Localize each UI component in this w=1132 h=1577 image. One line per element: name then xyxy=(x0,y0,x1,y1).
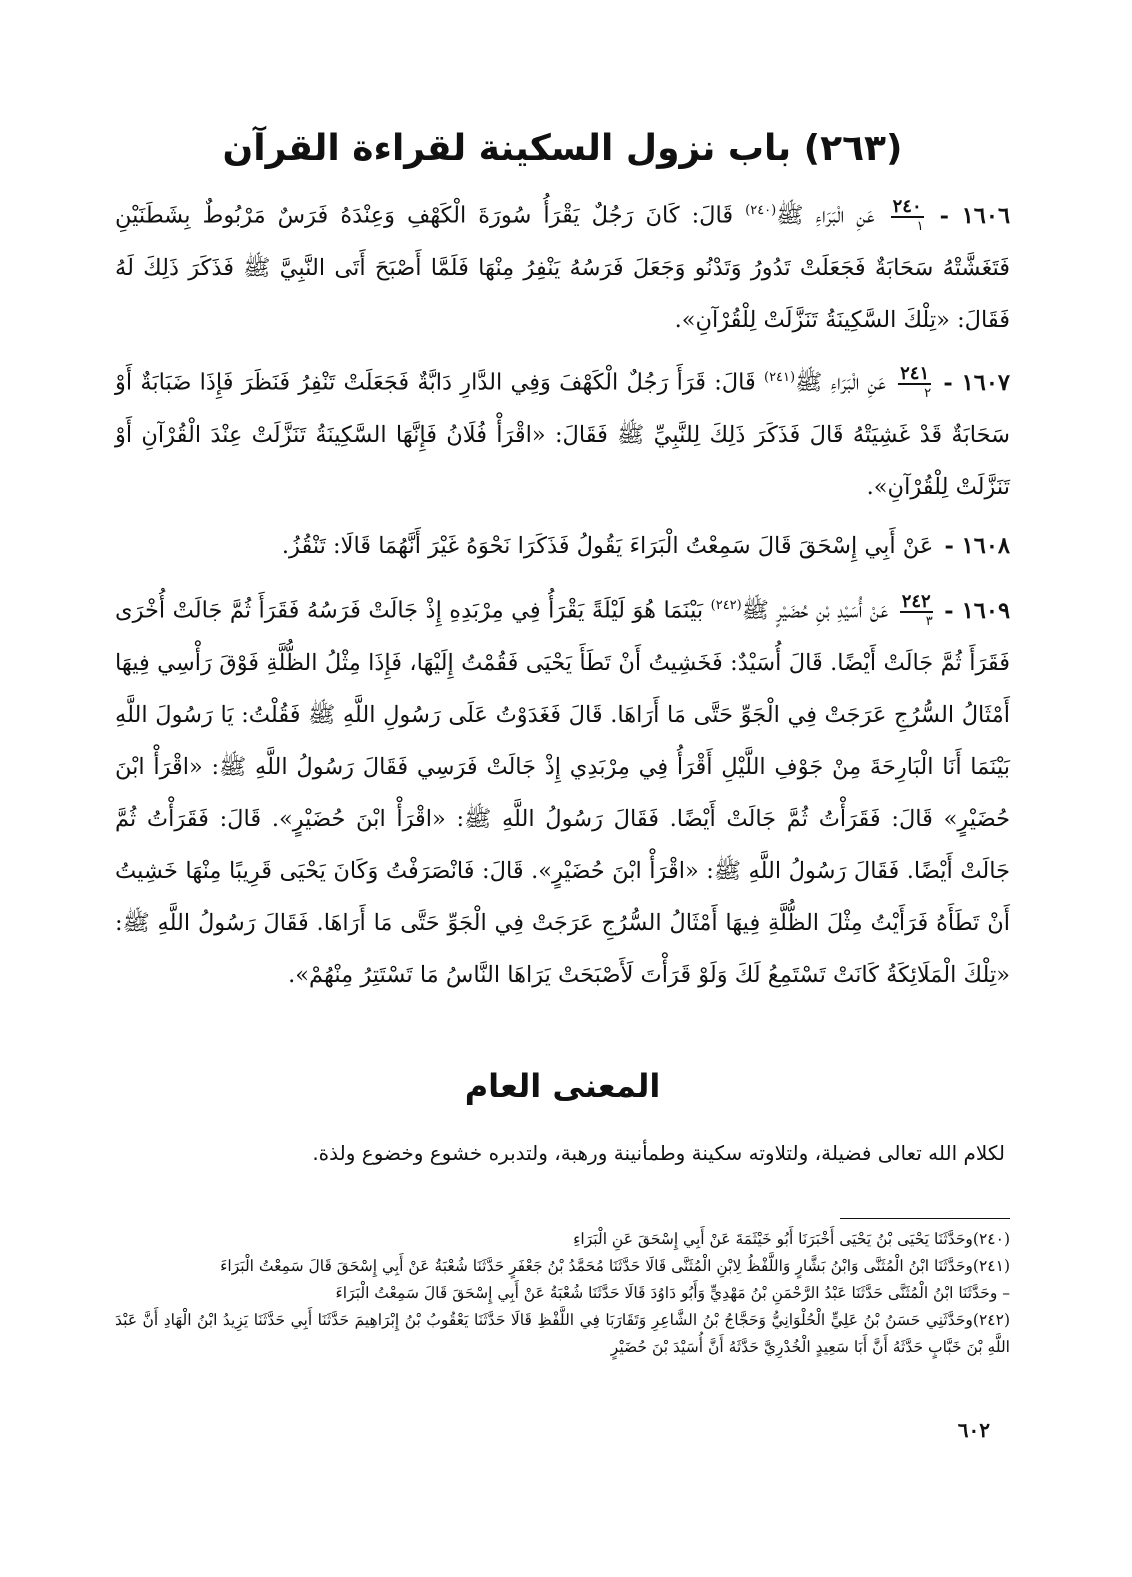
book-page xyxy=(115,0,1010,1577)
chain-number-top: ٢٤١ xyxy=(900,362,930,384)
footnote-reference: (٢٤٠) xyxy=(745,203,777,218)
footnote-241-variant: – وحَدَّثَنَا ابْنُ الْمُثَنَّى حَدَّثَنَا عَبْدُ الرَّحْمَنِ بْنُ مَهْدِيٍّ وَأَبُو دَاوُدَ قَالَا حَدَّثَنَا شُعْبَةُ عَنْ أَبِي إِسْحَقَ قَالَ سَمِعْتُ الْبَرَاءَ xyxy=(335,1284,1010,1302)
footnote-242: (٢٤٢)وحَدَّثَنِي حَسَنُ بْنُ عَلِيٍّ الْحُلْوَانِيُّ وَحَجَّاجُ بْنُ الشَّاعِرِ وَتَقَارَبَا فِي اللَّفْظِ قَالَا حَدَّثَنَا يَعْقُوبُ بْنُ إِبْرَاهِيمَ حَدَّثَنَا أَبِي حَدَّثَنَا يَزِيدُ ابْنُ الْهَادِ أَنَّ عَبْدَ اللَّهِ بْنَ خَبَّابٍ حَدَّثَهُ أَنَّ أَبَا سَعِيدٍ الْخُدْرِيَّ حَدَّثَهُ أَنَّ أُسَيْدَ بْنَ حُضَيْرٍ xyxy=(115,1311,1010,1356)
hadith-number: ١٦٠٨ - xyxy=(944,533,1010,559)
footnote-241: (٢٤١)وحَدَّثَنَا ابْنُ الْمُثَنَّى وَابْنُ بَشَّارٍ وَاللَّفْظُ لِابْنِ الْمُثَنَّى قَالَا حَدَّثَنَا مُحَمَّدُ بْنُ جَعْفَرٍ حَدَّثَنَا شُعْبَةُ عَنْ أَبِي إِسْحَقَ قَالَ سَمِعْتُ الْبَرَاءَ xyxy=(220,1257,1010,1275)
hadith-1608 xyxy=(115,520,1010,572)
footnote-reference: (٢٤٢) xyxy=(710,598,742,613)
chapter-title: (٢٦٣) باب نزول السكينة لقراءة القرآن xyxy=(222,128,903,170)
footnotes xyxy=(115,1226,1010,1361)
narrator: عَنْ أُسَيْدِ بْنِ حُضَيْرٍ ﷺ xyxy=(741,597,889,624)
hadith-1607 xyxy=(115,352,1010,513)
hadith-1606 xyxy=(115,185,1010,346)
chain-number-bottom: ٢ xyxy=(924,385,932,401)
hadith-number: ١٦٠٦ - xyxy=(939,202,1011,229)
chain-number-top: ٢٤٢ xyxy=(901,590,931,612)
chain-number xyxy=(898,362,932,403)
section-title: المعنى العام xyxy=(464,1067,661,1105)
chain-number-bottom: ٣ xyxy=(925,613,933,629)
footnote-240: (٢٤٠)وحَدَّثَنَا يَحْيَى بْنُ يَحْيَى أَخْبَرَنَا أَبُو خَيْثَمَةَ عَنْ أَبِي إِسْحَقَ عَنِ الْبَرَاءِ xyxy=(573,1230,1010,1248)
narrator: عَنِ الْبَرَاءِ ﷺ xyxy=(776,202,875,229)
hadith-number: ١٦٠٩ - xyxy=(944,597,1011,624)
chain-number-top: ٢٤٠ xyxy=(892,195,922,217)
footnote-reference: (٢٤١) xyxy=(764,370,796,385)
hadith-text: قَالَ: قَرَأَ رَجُلٌ الْكَهْفَ وَفِي الدَّارِ دَابَّةٌ فَجَعَلَتْ تَنْفِرُ فَنَظَرَ فَإِذَا ضَبَابَةٌ أَوْ سَحَابَةٌ قَدْ غَشِيَتْهُ قَالَ فَذَكَرَ ذَلِكَ لِلنَّبِيِّ ﷺ فَقَالَ: «اقْرَأْ فُلَانُ فَإِنَّهَا السَّكِينَةُ تَنَزَّلَتْ عِنْدَ الْقُرْآنِ أَوْ تَنَزَّلَتْ لِلْقُرْآنِ». xyxy=(115,369,1010,500)
narrator: عَنِ الْبَرَاءِ ﷺ xyxy=(795,369,886,396)
chain-number-bottom: ١ xyxy=(916,218,924,234)
hadith-text: قَالَ: كَانَ رَجُلٌ يَقْرَأُ سُورَةَ الْكَهْفِ وَعِنْدَهُ فَرَسٌ مَرْبُوطٌ بِشَطَنَيْنِ فَتَغَشَّتْهُ سَحَابَةٌ فَجَعَلَتْ تَدُورُ وَتَدْنُو وَجَعَلَ فَرَسُهُ يَنْفِرُ مِنْهَا فَلَمَّا أَصْبَحَ أَتَى النَّبِيَّ ﷺ فَذَكَرَ ذَلِكَ لَهُ فَقَالَ: «تِلْكَ السَّكِينَةُ تَنَزَّلَتْ لِلْقُرْآنِ». xyxy=(115,202,1010,333)
hadith-1609 xyxy=(115,580,1010,1001)
general-meaning-text: لكلام الله تعالى فضيلة، ولتلاوته سكينة وطمأنينة ورهبة، ولتدبره خشوع وخضوع ولذة. xyxy=(312,1141,1005,1165)
page-number: ٦٠٢ xyxy=(957,1418,990,1442)
chain-number xyxy=(900,590,933,631)
hadith-text: عَنْ أَبِي إِسْحَقَ قَالَ سَمِعْتُ الْبَرَاءَ يَقُولُ فَذَكَرَا نَحْوَهُ غَيْرَ أَنَّهُمَا قَالَا: تَنْقُزُ. xyxy=(281,533,934,559)
hadith-number: ١٦٠٧ - xyxy=(943,369,1010,396)
chain-number xyxy=(891,195,924,236)
hadith-text: بَيْنَمَا هُوَ لَيْلَةً يَقْرَأُ فِي مِرْبَدِهِ إِذْ جَالَتْ فَرَسُهُ فَقَرَأَ ثُمَّ جَالَتْ أُخْرَى فَقَرَأَ ثُمَّ جَالَتْ أَيْضًا. قَالَ أُسَيْدٌ: فَخَشِيتُ أَنْ تَطَأَ يَحْيَى فَقُمْتُ إِلَيْهَا، فَإِذَا مِثْلُ الظُّلَّةِ فَوْقَ رَأْسِي فِيهَا أَمْثَالُ السُّرُجِ عَرَجَتْ فِي الْجَوِّ حَتَّى مَا أَرَاهَا. قَالَ فَغَدَوْتُ عَلَى رَسُولِ اللَّهِ ﷺ فَقُلْتُ: يَا رَسُولَ اللَّهِ بَيْنَمَا أَنَا الْبَارِحَةَ مِنْ جَوْفِ اللَّيْلِ أَقْرَأُ فِي مِرْبَدِي إِذْ جَالَتْ فَرَسِي فَقَالَ رَسُولُ اللَّهِ ﷺ: «اقْرَأْ ابْنَ حُضَيْرٍ» قَالَ: فَقَرَأْتُ ثُمَّ جَالَتْ أَيْضًا. فَقَالَ رَسُولُ اللَّهِ ﷺ: «اقْرَأْ ابْنَ حُضَيْرٍ». قَالَ: فَقَرَأْتُ ثُمَّ جَالَتْ أَيْضًا. فَقَالَ رَسُولُ اللَّهِ ﷺ: «اقْرَأْ ابْنَ حُضَيْرٍ». قَالَ: فَانْصَرَفْتُ وَكَانَ يَحْيَى قَرِيبًا مِنْهَا خَشِيتُ أَنْ تَطَأَهُ فَرَأَيْتُ مِثْلَ الظُّلَّةِ فِيهَا أَمْثَالُ السُّرُجِ عَرَجَتْ فِي الْجَوِّ حَتَّى مَا أَرَاهَا. فَقَالَ رَسُولُ اللَّهِ ﷺ: «تِلْكَ الْمَلَائِكَةُ كَانَتْ تَسْتَمِعُ لَكَ وَلَوْ قَرَأْتَ لَأَصْبَحَتْ يَرَاهَا النَّاسُ مَا تَسْتَتِرُ مِنْهُمْ». xyxy=(115,597,1010,988)
